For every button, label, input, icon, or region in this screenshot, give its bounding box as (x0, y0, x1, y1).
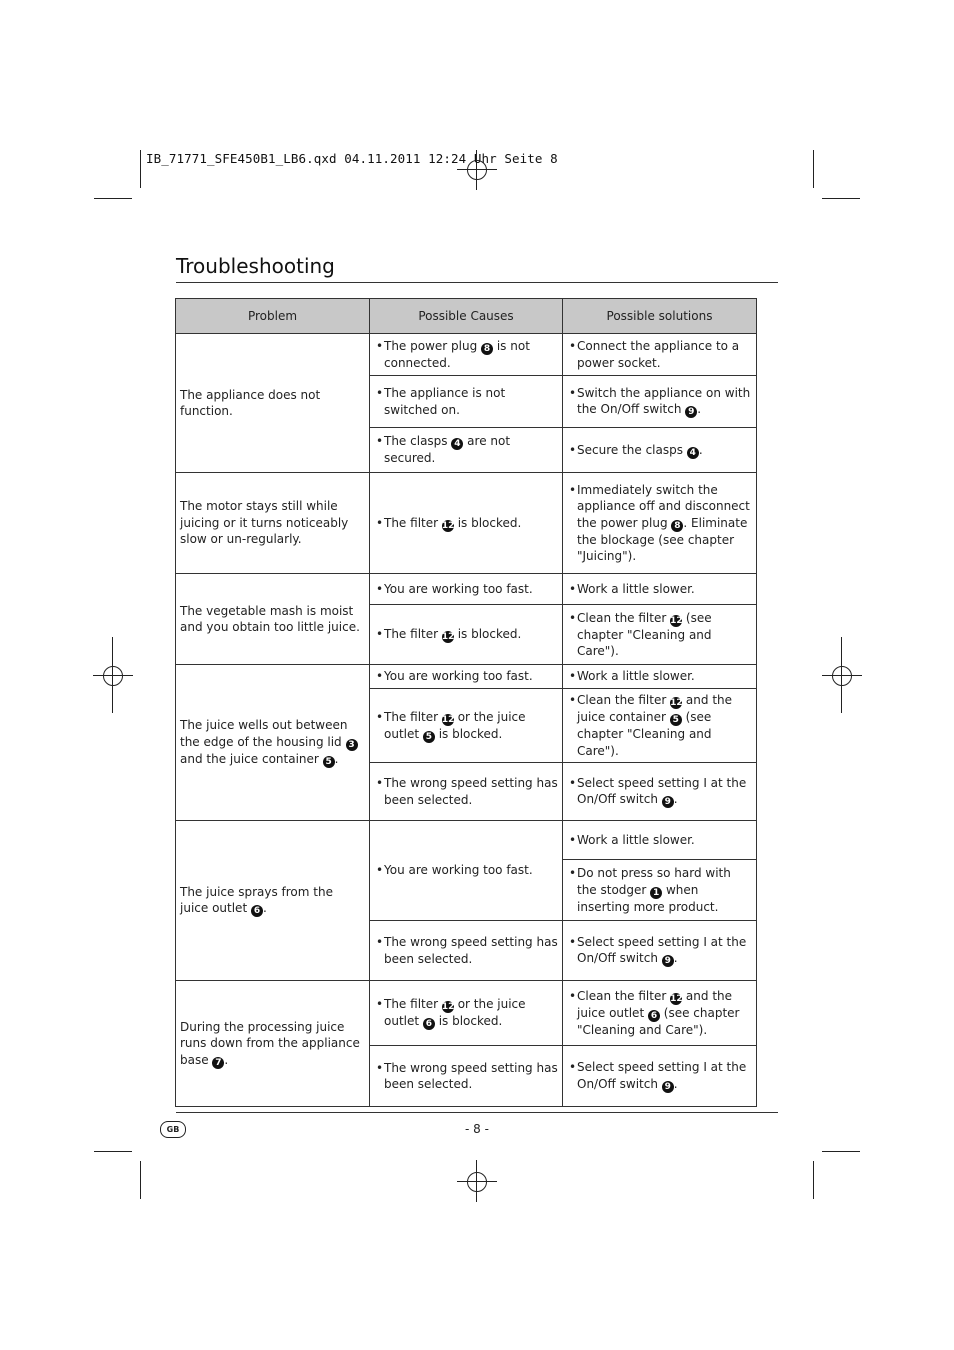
solution-cell (563, 821, 757, 860)
problem-text: The juice sprays from the juice outlet 6 . (180, 884, 333, 917)
reference-number-icon: 12 (670, 615, 683, 626)
cause-item-text: The wrong speed setting has been selected. (384, 776, 558, 807)
solution-item-text: Clean the filter 12 and the juice container 5 (see chapter "Cleaning and Care"). (577, 693, 733, 758)
solution-item-text: Do not press so hard with the stodger 1 when inserting more product. (577, 866, 731, 914)
reference-number-icon: 7 (212, 1057, 224, 1069)
reference-number-icon: 8 (671, 520, 683, 532)
cause-cell (370, 665, 563, 689)
cause-item-text: The appliance is not switched on. (384, 386, 506, 417)
cause-cell (370, 821, 563, 921)
cause-item (370, 934, 562, 967)
reference-number-icon: 12 (441, 520, 455, 531)
solution-cell (563, 574, 757, 605)
bullet-icon: • (569, 482, 577, 497)
cause-item (370, 668, 562, 685)
reference-number-icon: 6 (648, 1010, 660, 1022)
page-number: - 8 - (465, 1122, 489, 1136)
bullet-icon: • (569, 385, 577, 400)
solution-cell (563, 473, 757, 574)
solution-item-text: Switch the appliance on with the On/Off switch 9 . (577, 385, 751, 418)
solution-item-text: Clean the filter 12 and the juice outlet 6 (see chapter "Cleaning and Care"). (577, 988, 740, 1037)
bullet-icon: • (569, 988, 577, 1003)
bullet-icon: • (376, 776, 384, 790)
bullet-icon: • (569, 693, 577, 707)
cause-cell (370, 981, 563, 1046)
solution-item-text: Work a little slower. (577, 581, 695, 596)
bullet-icon: • (376, 627, 384, 641)
reference-number-icon: 12 (441, 1002, 455, 1012)
header-causes: Possible Causes (370, 299, 563, 334)
solution-cell (563, 860, 757, 921)
bullet-icon: • (376, 581, 384, 596)
reference-number-icon: 5 (423, 731, 435, 743)
solution-item (563, 775, 756, 809)
cause-item (370, 433, 562, 467)
bullet-icon: • (569, 339, 577, 353)
reference-number-icon: 6 (251, 905, 263, 917)
reference-number-icon: 9 (685, 406, 697, 418)
registration-mark (93, 656, 133, 696)
solution-cell (563, 376, 757, 428)
bullet-icon: • (376, 386, 384, 400)
crop-mark (94, 1151, 132, 1152)
reference-number-icon: 12 (670, 993, 683, 1004)
bullet-icon: • (376, 669, 384, 684)
registration-mark (457, 1162, 497, 1202)
reference-number-icon: 5 (670, 714, 682, 726)
solution-item (563, 338, 756, 371)
cause-item-text: You are working too fast. (384, 581, 533, 596)
reference-number-icon: 6 (423, 1018, 435, 1030)
reference-number-icon: 4 (451, 438, 463, 450)
cause-item (370, 626, 562, 643)
solution-item (563, 1059, 756, 1093)
solution-cell (563, 689, 757, 763)
bullet-icon: • (569, 832, 577, 847)
cause-cell (370, 921, 563, 981)
crop-mark (813, 150, 814, 188)
solution-cell (563, 665, 757, 689)
problem-text: The vegetable mash is moist and you obtain too little juice. (180, 603, 360, 634)
solution-cell (563, 605, 757, 665)
table-row (176, 334, 757, 376)
solution-item (563, 865, 756, 915)
cause-item-text: You are working too fast. (384, 863, 533, 878)
solution-item-text: Clean the filter 12 (see chapter "Cleaning and Care"). (577, 610, 712, 658)
cause-cell (370, 1046, 563, 1107)
table-row (176, 821, 757, 860)
problem-cell (176, 574, 370, 665)
header-problem: Problem (176, 299, 370, 334)
cause-item (370, 775, 562, 808)
cause-cell (370, 473, 563, 574)
solution-cell (563, 763, 757, 821)
problem-cell (176, 981, 370, 1107)
bullet-icon: • (376, 997, 384, 1011)
solution-item-text: Secure the clasps 4 . (577, 442, 703, 458)
crop-mark (140, 150, 141, 188)
cause-item-text: The filter 12 is blocked. (384, 515, 522, 531)
crop-mark (94, 198, 132, 199)
bullet-icon: • (376, 515, 384, 530)
cause-item-text: The wrong speed setting has been selected. (384, 935, 558, 966)
solution-item-text: Work a little slower. (577, 832, 695, 847)
cause-item (370, 1060, 562, 1093)
problem-text: The motor stays still while juicing or it turns noticeably slow or un-regularly. (180, 499, 349, 547)
bullet-icon: • (376, 863, 384, 878)
reference-number-icon: 12 (441, 714, 455, 725)
solution-item (563, 385, 756, 419)
cause-item-text: The filter 12 or the juice outlet 6 is blocked. (384, 997, 526, 1029)
reference-number-icon: 12 (441, 632, 455, 642)
reference-number-icon: 5 (323, 756, 335, 768)
cause-cell (370, 428, 563, 473)
solution-item (563, 692, 756, 759)
solution-cell (563, 921, 757, 981)
table-row (176, 574, 757, 605)
bullet-icon: • (376, 434, 384, 449)
print-slug: IB_71771_SFE450B1_LB6.qxd 04.11.2011 12:24 Uhr Seite 8 (146, 151, 558, 166)
solution-item-text: Immediately switch the appliance off and disconnect the power plug 8 . Eliminate the blockage (see chapter "Juicing"). (577, 482, 750, 563)
solution-cell (563, 334, 757, 376)
cause-cell (370, 334, 563, 376)
bullet-icon: • (376, 709, 384, 724)
title-rule (176, 282, 778, 283)
reference-number-icon: 4 (687, 447, 699, 459)
problem-text: The appliance does not function. (180, 387, 321, 418)
cause-item (370, 581, 562, 598)
problem-cell (176, 334, 370, 473)
solution-item (563, 988, 756, 1039)
solution-item (563, 934, 756, 968)
problem-text: The juice wells out between the edge of the housing lid 3 and the juice container 5 . (180, 718, 358, 766)
cause-item-text: You are working too fast. (384, 669, 533, 684)
crop-mark (813, 1161, 814, 1199)
crop-mark (822, 1151, 860, 1152)
problem-text: During the processing juice runs down from the appliance base 7 . (180, 1019, 360, 1068)
bullet-icon: • (569, 610, 577, 625)
table-row (176, 473, 757, 574)
solution-item (563, 668, 756, 685)
cause-cell (370, 574, 563, 605)
cause-item-text: The wrong speed setting has been selected. (384, 1060, 558, 1091)
solution-cell (563, 1046, 757, 1107)
cause-item (370, 515, 562, 532)
table-body (176, 334, 757, 1107)
reference-number-icon: 8 (481, 343, 493, 355)
bullet-icon: • (376, 935, 384, 949)
solution-item (563, 442, 756, 459)
cause-cell (370, 689, 563, 763)
header-solutions: Possible solutions (563, 299, 757, 334)
solution-item-text: Select speed setting I at the On/Off switch 9 . (577, 1060, 747, 1092)
cause-item (370, 709, 562, 743)
table-row (176, 981, 757, 1046)
bullet-icon: • (569, 1060, 577, 1075)
cause-item (370, 996, 562, 1030)
solution-item-text: Select speed setting I at the On/Off switch 9 . (577, 934, 747, 967)
solution-item (563, 482, 756, 565)
reference-number-icon: 1 (650, 887, 662, 899)
reference-number-icon: 12 (670, 698, 683, 708)
cause-item-text: The power plug 8 is not connected. (384, 338, 530, 370)
cause-item (370, 338, 562, 372)
solution-item-text: Work a little slower. (577, 669, 695, 684)
problem-cell (176, 821, 370, 981)
crop-mark (140, 1161, 141, 1199)
cause-item (370, 862, 562, 879)
solution-item-text: Select speed setting I at the On/Off switch 9 . (577, 775, 747, 808)
footer-rule (176, 1112, 778, 1113)
bullet-icon: • (569, 866, 577, 880)
bullet-icon: • (569, 775, 577, 790)
cause-item-text: The filter 12 or the juice outlet 5 is blocked. (384, 709, 526, 742)
cause-item-text: The clasps 4 are not secured. (384, 434, 511, 466)
solution-cell (563, 981, 757, 1046)
reference-number-icon: 9 (662, 796, 674, 808)
bullet-icon: • (569, 442, 577, 457)
table-row (176, 665, 757, 689)
problem-cell (176, 665, 370, 821)
cause-cell (370, 763, 563, 821)
reference-number-icon: 3 (346, 739, 358, 751)
table-header-row (176, 299, 757, 334)
bullet-icon: • (376, 1060, 384, 1075)
cause-cell (370, 605, 563, 665)
reference-number-icon: 9 (662, 1081, 674, 1093)
solution-item (563, 610, 756, 660)
bullet-icon: • (569, 669, 577, 684)
troubleshooting-table (175, 298, 757, 1107)
solution-item (563, 581, 756, 598)
language-badge: GB (160, 1121, 186, 1138)
cause-item-text: The filter 12 is blocked. (384, 627, 522, 642)
bullet-icon: • (569, 934, 577, 949)
problem-cell (176, 473, 370, 574)
registration-mark (822, 656, 862, 696)
bullet-icon: • (376, 338, 384, 353)
solution-cell (563, 428, 757, 473)
page-title: Troubleshooting (176, 254, 335, 278)
crop-mark (822, 198, 860, 199)
solution-item (563, 832, 756, 849)
solution-item-text: Connect the appliance to a power socket. (577, 339, 740, 370)
bullet-icon: • (569, 581, 577, 596)
cause-item (370, 385, 562, 418)
reference-number-icon: 9 (662, 955, 674, 967)
cause-cell (370, 376, 563, 428)
